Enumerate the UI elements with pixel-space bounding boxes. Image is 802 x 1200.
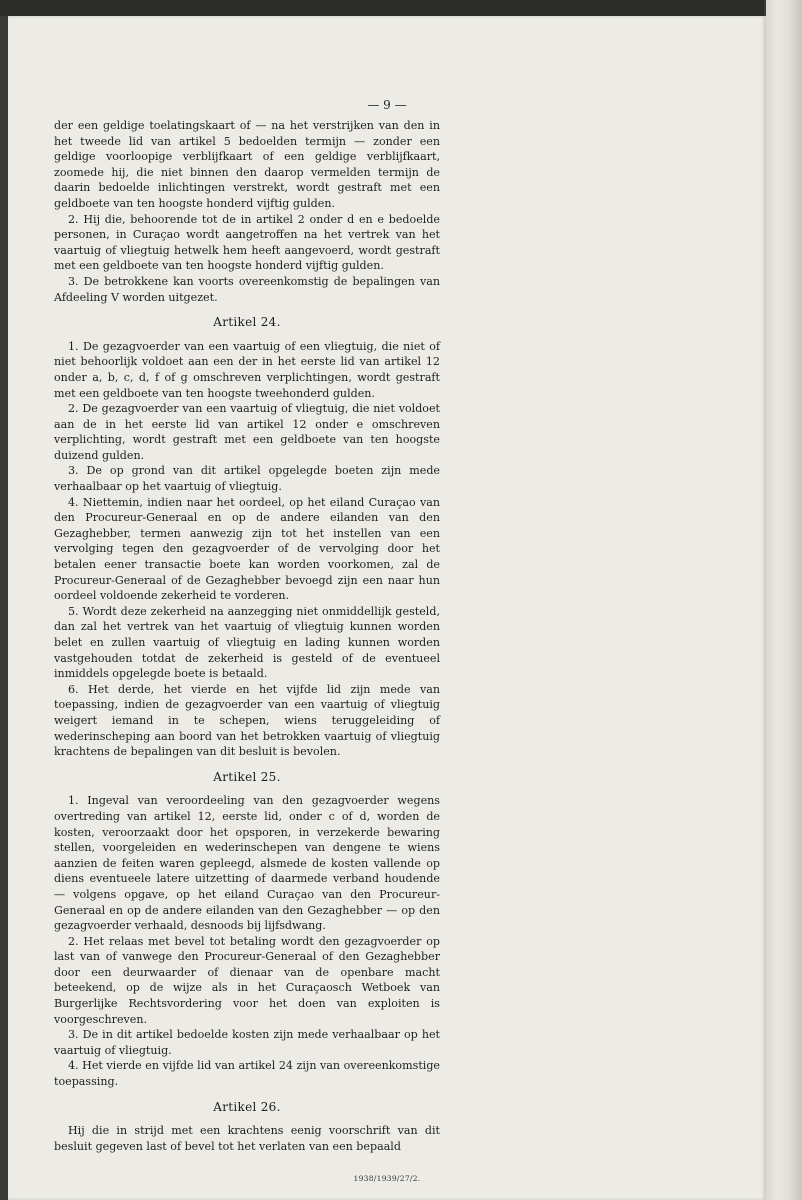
adjacent-page-edge [766, 0, 802, 1200]
paragraph-intro-3: 3. De betrokkene kan voorts overeenkomstig de bepalingen van Afdeeling V worden uitgezet. [54, 274, 440, 304]
article-26-heading: Artikel 26. [213, 1099, 281, 1114]
article-25-heading: Artikel 25. [213, 769, 281, 784]
article-24-para-1: 1. De gezagvoerder van een vaartuig of een vliegtuig, die niet of niet behoorlijk voldoet aan een der in het eerste lid van artikel 12 onder a, b, c, d, f of g omschreven verplichtingen, wordt gestraft met een geldboete van ten hoogste tweehonderd gulden. [54, 339, 440, 400]
article-25-para-2: 2. Het relaas met bevel tot betaling wordt den gezagvoerder op last van of vanwege den Procureur-Generaal of den Gezaghebber door een deurwaarder of dienaar van de openbare macht beteekend, op de wijze als in het Curaçaosch Wetboek van Burgerlijke Rechtsvordering voor het doen van exploiten is voorgeschreven. [54, 934, 440, 1026]
paragraph-intro-1: der een geldige toelatingskaart of — na het verstrijken van den in het tweede lid van artikel 5 bedoelden termijn — zonder een geldige voorloopige verblijfkaart of een geldige verblijfkaart, zoomede hij, die niet binnen den daarop vermelden termijn de daarin bedoelde inlichtingen verstrekt, wordt gestraft met een geldboete van ten hoogste honderd vijftig gulden. [54, 119, 440, 210]
article-24-para-5: 5. Wordt deze zekerheid na aanzegging niet onmiddellijk gesteld, dan zal het vertrek van het vaartuig of vliegtuig kunnen worden belet en zullen vaartuig of vliegtuig en lading kunnen worden vastgehouden totdat de zekerheid is gesteld of de eventueel inmiddels opgelegde boete is betaald. [54, 604, 440, 681]
print-code: 1938/1939/27/2. [353, 1174, 421, 1183]
page-number: — 9 — [367, 98, 407, 112]
article-25-para-1: 1. Ingeval van veroordeeling van den gezagvoerder wegens overtreding van artikel 12, eerste lid, onder c of d, worden de kosten, veroorzaakt door het opsporen, in verzekerde bewaring stellen, voorgeleiden en wederinschepen van dengene te wiens aanzien de feiten waren gepleegd, alsmede de kosten vallende op diens eventueele latere uitzetting of daarmede verband houdende — volgens opgave, op het eiland Curaçao van den Procureur-Generaal en op de andere eilanden van den Gezaghebber — op den gezagvoerder verhaald, desnoods bij lijfsdwang. [54, 794, 440, 933]
article-24-para-2: 2. De gezagvoerder van een vaartuig of vliegtuig, die niet voldoet aan de in het eerste lid van artikel 12 onder e omschreven verplichting, wordt gestraft met een geldboete van ten hoogste duizend gulden. [54, 402, 440, 462]
article-25-para-3: 3. De in dit artikel bedoelde kosten zijn mede verhaalbaar op het vaartuig of vliegtuig. [54, 1028, 440, 1057]
document-page [8, 16, 766, 1200]
article-24-para-6: 6. Het derde, het vierde en het vijfde lid zijn mede van toepassing, indien de gezagvoerder van een vaartuig of vliegtuig weigert iemand in te schepen, wiens teruggeleiding of wederinscheping aan boord van het betrokken vaartuig of vliegtuig krachtens de bepalingen van dit besluit is bevolen. [54, 682, 440, 759]
article-26-para-1: Hij die in strijd met een krachtens eenig voorschrift van dit besluit gegeven last of bevel tot het verlaten van een bepaald [54, 1124, 440, 1153]
article-24-heading: Artikel 24. [213, 315, 281, 330]
article-24-para-3: 3. De op grond van dit artikel opgelegde boeten zijn mede verhaalbaar op het vaartuig of vliegtuig. [54, 464, 440, 494]
body-text [54, 118, 440, 1154]
scan-background [0, 0, 802, 16]
paragraph-intro-2: 2. Hij die, behoorende tot de in artikel 2 onder d en e bedoelde personen, in Curaçao wordt aangetroffen na het vertrek van het vaartuig of vliegtuig hetwelk hem heeft aangevoerd, wordt gestraft met een geldboete van ten hoogste honderd vijftig gulden. [54, 212, 440, 273]
article-24-para-4: 4. Niettemin, indien naar het oordeel, op het eiland Curaçao van den Procureur-Generaal en op de andere eilanden van den Gezaghebber, termen aanwezig zijn tot het instellen van een vervolging tegen den gezagvoerder of de vervolging door het betalen eener transactie boete kan worden voorkomen, zal de Procureur-Generaal of de Gezaghebber bevoegd zijn een naar hun oordeel voldoende zekerheid te vorderen. [54, 495, 440, 603]
article-25-para-4: 4. Het vierde en vijfde lid van artikel 24 zijn van overeenkomstige toepassing. [54, 1059, 440, 1089]
